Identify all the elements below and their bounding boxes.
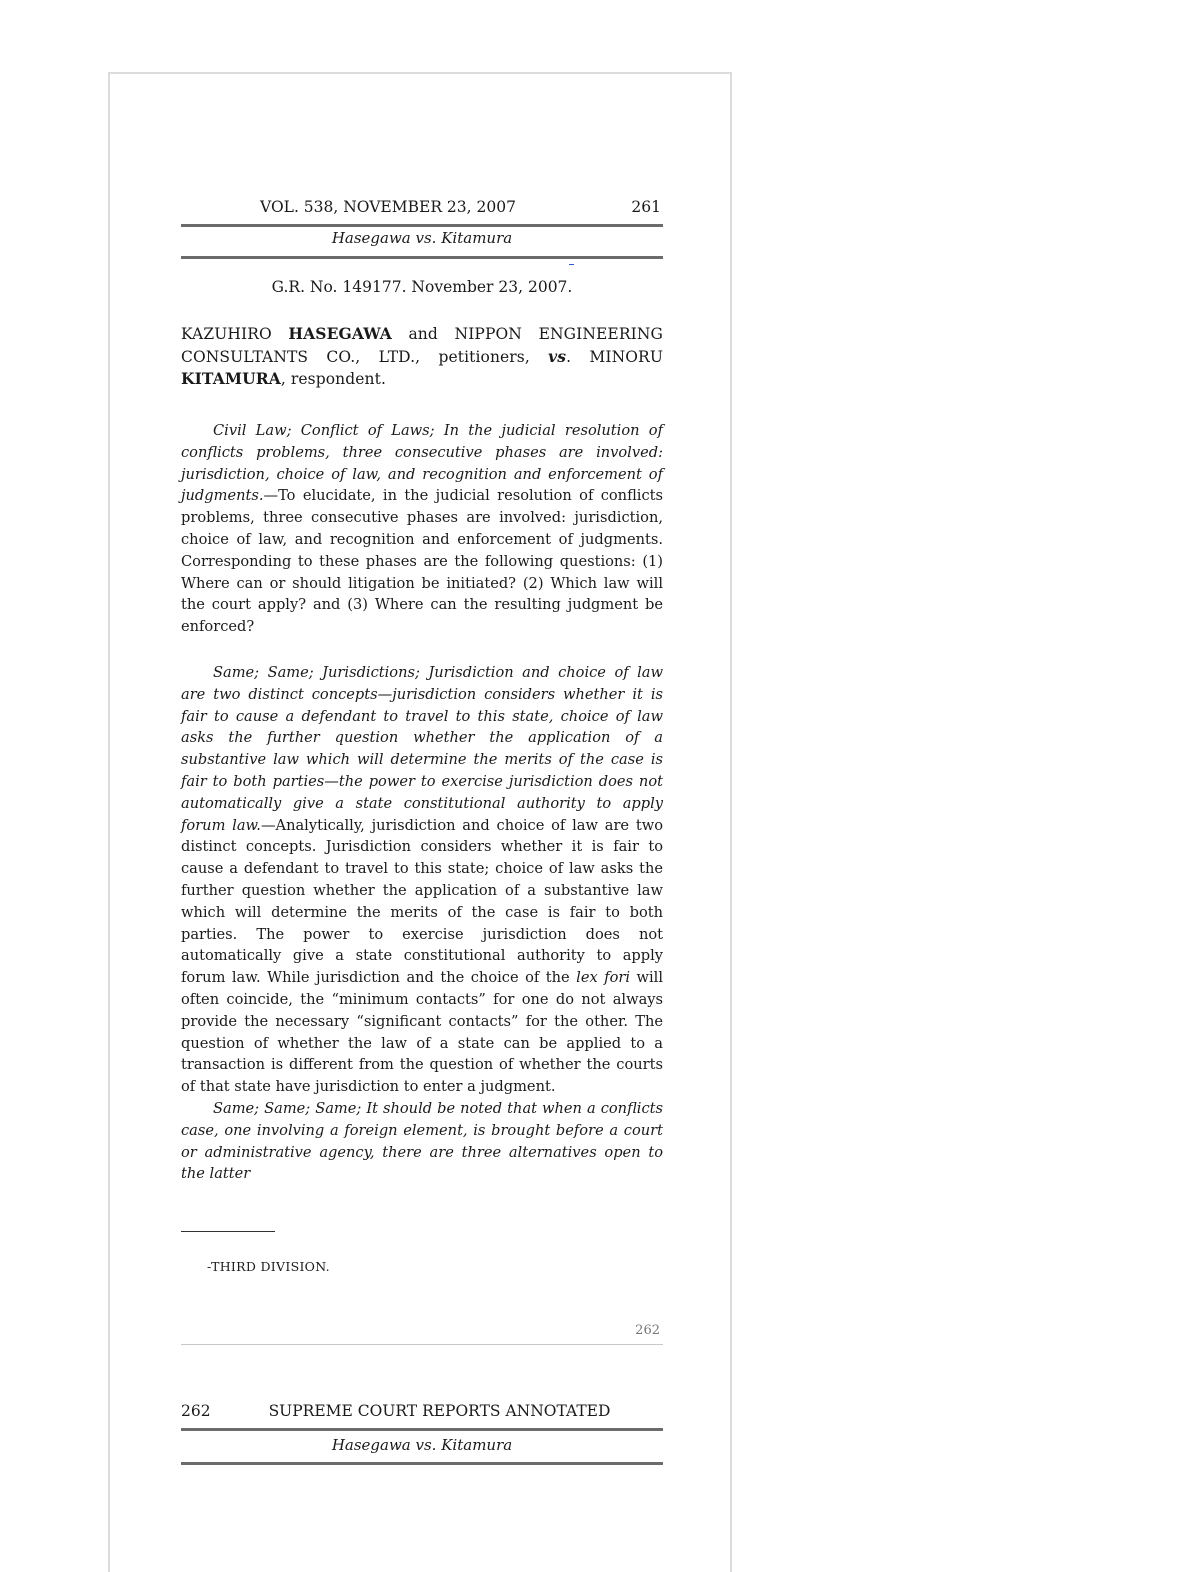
- running-title: Hasegawa vs. Kitamura: [331, 1436, 513, 1454]
- syllabus-paragraph: Same; Same; Jurisdictions; Jurisdiction and choice of law are two distinct concepts—jurisdiction considers whether it is fair to cause a defendant to travel to this state, choice of law asks the further question whether the application of a substantive law which will determine the merits of the case is fair to both parties—the power to exercise jurisdiction does not automatically give a state constitutional authority to apply forum law.—Analytically, jurisdiction and choice of law are two distinct concepts. Jurisdiction considers whether it is fair to cause a defendant to travel to this state; choice of law asks the further question whether the application of a substantive law which will determine the merits of the case is fair to both parties. The power to exercise jurisdiction does not automatically give a state constitutional authority to apply forum law. While jurisdiction and the choice of the lex fori will often coincide, the “minimum contacts” for one do not always provide the necessary “significant contacts” for the other. The question of whether the law of a state can be applied to a transaction is different from the question of whether the courts of that state have jurisdiction to enter a judgment.: [181, 664, 663, 1096]
- footnote: -THIRD DIVISION.: [207, 1259, 330, 1274]
- page-header: [181, 198, 663, 220]
- running-title-rule: [181, 256, 663, 259]
- syllabus-paragraph: Same; Same; Same; It should be noted that when a conflicts case, one involving a foreign element, is brought before a court or administrative agency, there are three alternatives open to the latter: [181, 1100, 663, 1183]
- footnote-link-mark[interactable]: [569, 264, 574, 265]
- page-break-rule: [181, 1344, 663, 1345]
- reporter-title: SUPREME COURT REPORTS ANNOTATED: [268, 1402, 611, 1420]
- page-break-marker: 262: [635, 1323, 660, 1338]
- footnote-rule: [181, 1231, 275, 1232]
- volume-date: VOL. 538, NOVEMBER 23, 2007: [260, 198, 516, 216]
- page-number: 261: [631, 198, 661, 216]
- page-number: 262: [181, 1402, 211, 1420]
- case-parties: KAZUHIRO HASEGAWA and NIPPON ENGINEERING CONSULTANTS CO., LTD., petitioners, vs. MINORU KITAMURA, respondent.: [181, 324, 663, 388]
- document-page: [108, 72, 732, 1572]
- running-title-rule: [181, 1462, 663, 1465]
- gr-number: G.R. No. 149177. November 23, 2007.: [271, 278, 573, 296]
- header-rule: [181, 224, 663, 227]
- running-title: Hasegawa vs. Kitamura: [331, 229, 513, 247]
- syllabus-paragraph: Civil Law; Conflict of Laws; In the judicial resolution of conflicts problems, three consecutive phases are involved: jurisdiction, choice of law, and recognition and enforcement of judgments.—To elucidate, in the judicial resolution of conflicts problems, three consecutive phases are involved: jurisdiction, choice of law, and recognition and enforcement of judgments. Corresponding to these phases are the following questions: (1) Where can or should litigation be initiated? (2) Which law will the court apply? and (3) Where can the resulting judgment be enforced?: [181, 422, 663, 636]
- header-rule: [181, 1428, 663, 1431]
- page-header: [181, 1402, 663, 1424]
